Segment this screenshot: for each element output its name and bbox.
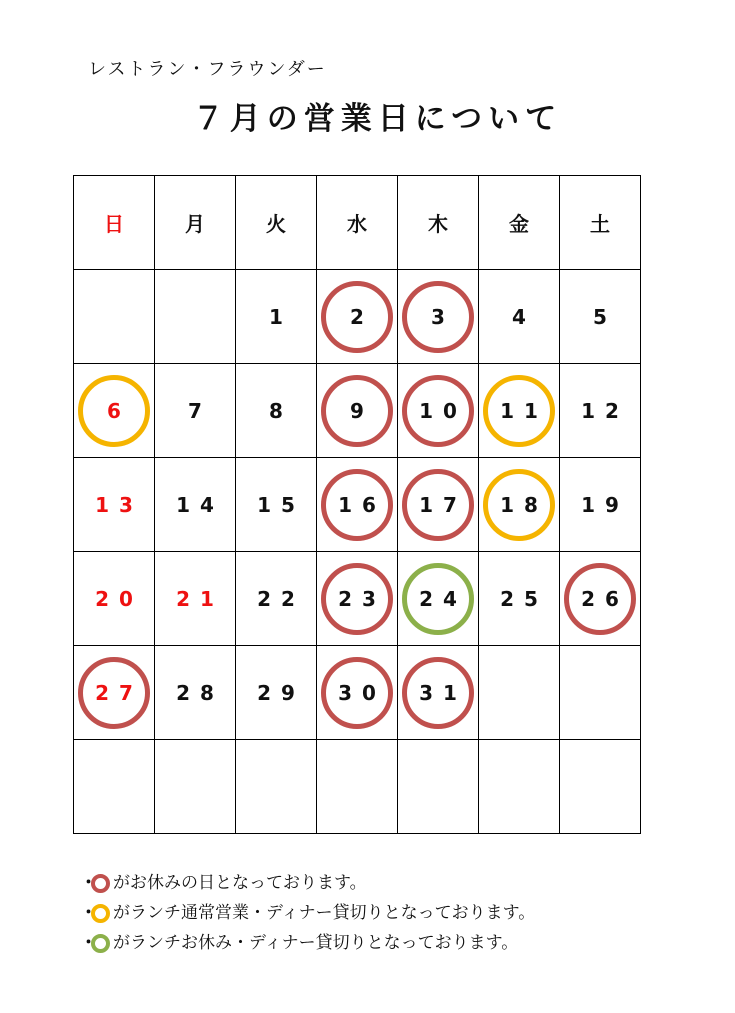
ring-icon-closed xyxy=(91,874,110,893)
day-number: 3 xyxy=(431,304,455,329)
calendar-day-cell xyxy=(479,552,560,646)
calendar-day-cell xyxy=(236,552,317,646)
calendar-week-row xyxy=(74,552,641,646)
day-number: 17 xyxy=(419,492,467,517)
day-number: 20 xyxy=(95,586,143,611)
calendar-day-cell xyxy=(317,270,398,364)
calendar-day-cell xyxy=(317,740,398,834)
day-number: 10 xyxy=(419,398,467,423)
weekday-header: 日 xyxy=(74,176,155,270)
calendar-day-cell xyxy=(236,364,317,458)
calendar-day-cell xyxy=(560,552,641,646)
day-number: 16 xyxy=(338,492,386,517)
calendar-day-cell xyxy=(155,552,236,646)
ring-icon-lunch-closed xyxy=(91,934,110,953)
calendar-day-cell xyxy=(398,364,479,458)
day-number: 6 xyxy=(107,398,131,423)
calendar-day-cell xyxy=(560,270,641,364)
legend xyxy=(80,868,535,958)
day-number: 18 xyxy=(500,492,548,517)
day-number: 5 xyxy=(593,304,617,329)
day-number: 9 xyxy=(350,398,374,423)
day-number: 29 xyxy=(257,680,305,705)
legend-item-lunch-open xyxy=(80,898,535,928)
calendar-day-cell xyxy=(317,364,398,458)
calendar-day-cell xyxy=(74,552,155,646)
legend-item-lunch-closed xyxy=(80,928,535,958)
legend-bullet: ・ xyxy=(80,933,97,953)
calendar-day-cell xyxy=(560,458,641,552)
day-number: 15 xyxy=(257,492,305,517)
calendar-day-cell xyxy=(398,270,479,364)
day-number: 2 xyxy=(350,304,374,329)
calendar-day-cell xyxy=(479,646,560,740)
day-number: 7 xyxy=(188,398,212,423)
page-title: ７月の営業日について xyxy=(192,101,563,137)
day-number: 1 xyxy=(269,304,293,329)
legend-text: がランチお休み・ディナー貸切りとなっております。 xyxy=(113,933,519,953)
day-number: 14 xyxy=(176,492,224,517)
day-number: 21 xyxy=(176,586,224,611)
calendar-day-cell xyxy=(479,740,560,834)
day-number: 28 xyxy=(176,680,224,705)
calendar-day-cell xyxy=(74,646,155,740)
calendar-day-cell xyxy=(155,458,236,552)
calendar-day-cell xyxy=(398,458,479,552)
weekday-header: 水 xyxy=(317,176,398,270)
restaurant-name: レストラン・フラウンダー xyxy=(88,59,327,80)
ring-icon-lunch-open xyxy=(91,904,110,923)
calendar-day-cell xyxy=(236,646,317,740)
calendar-table xyxy=(73,175,641,834)
calendar-day-cell xyxy=(317,646,398,740)
calendar-day-cell xyxy=(155,740,236,834)
legend-bullet: ・ xyxy=(80,873,97,893)
calendar-day-cell xyxy=(479,364,560,458)
calendar-week-row xyxy=(74,458,641,552)
calendar-day-cell xyxy=(398,646,479,740)
calendar-day-cell xyxy=(74,458,155,552)
calendar-day-cell xyxy=(155,646,236,740)
day-number: 22 xyxy=(257,586,305,611)
day-number: 12 xyxy=(581,398,629,423)
day-number: 23 xyxy=(338,586,386,611)
legend-text: がお休みの日となっております。 xyxy=(113,873,367,893)
calendar-day-cell xyxy=(155,270,236,364)
calendar-day-cell xyxy=(236,270,317,364)
calendar-day-cell xyxy=(317,552,398,646)
weekday-header: 木 xyxy=(398,176,479,270)
calendar-week-row xyxy=(74,646,641,740)
calendar-day-cell xyxy=(479,458,560,552)
day-number: 26 xyxy=(581,586,629,611)
calendar-week-row xyxy=(74,270,641,364)
day-number: 8 xyxy=(269,398,293,423)
day-number: 13 xyxy=(95,492,143,517)
day-number: 27 xyxy=(95,680,143,705)
calendar-day-cell xyxy=(560,364,641,458)
calendar-day-cell xyxy=(560,740,641,834)
day-number: 31 xyxy=(419,680,467,705)
day-number: 4 xyxy=(512,304,536,329)
legend-text: がランチ通常営業・ディナー貸切りとなっております。 xyxy=(113,903,536,923)
calendar-day-cell xyxy=(155,364,236,458)
calendar-day-cell xyxy=(479,270,560,364)
calendar-week-row xyxy=(74,740,641,834)
calendar-day-cell xyxy=(74,364,155,458)
legend-item-closed xyxy=(80,868,535,898)
weekday-header: 火 xyxy=(236,176,317,270)
calendar-day-cell xyxy=(398,552,479,646)
calendar-week-row xyxy=(74,364,641,458)
weekday-header: 月 xyxy=(155,176,236,270)
legend-bullet: ・ xyxy=(80,903,97,923)
weekday-header-row xyxy=(74,176,641,270)
calendar-day-cell xyxy=(398,740,479,834)
day-number: 19 xyxy=(581,492,629,517)
day-number: 11 xyxy=(500,398,548,423)
day-number: 30 xyxy=(338,680,386,705)
calendar-day-cell xyxy=(236,740,317,834)
calendar-day-cell xyxy=(74,740,155,834)
day-number: 25 xyxy=(500,586,548,611)
calendar-day-cell xyxy=(560,646,641,740)
calendar-day-cell xyxy=(236,458,317,552)
weekday-header: 金 xyxy=(479,176,560,270)
day-number: 24 xyxy=(419,586,467,611)
calendar-day-cell xyxy=(317,458,398,552)
weekday-header: 土 xyxy=(560,176,641,270)
calendar-day-cell xyxy=(74,270,155,364)
